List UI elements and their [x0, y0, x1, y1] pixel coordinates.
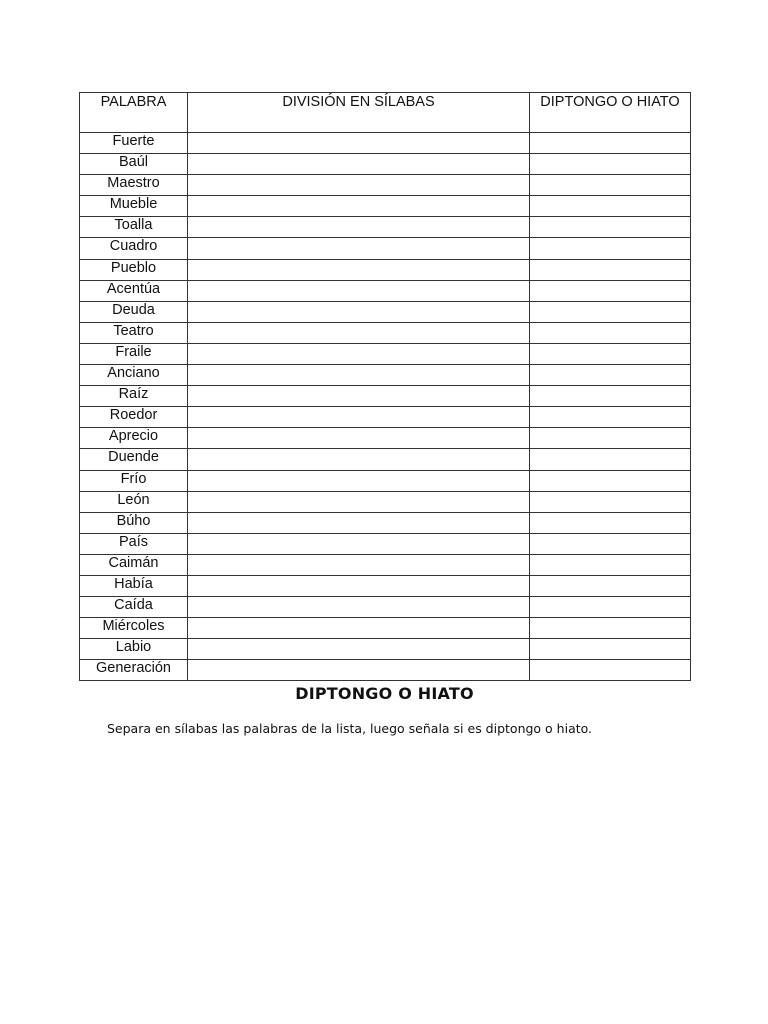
word-cell: País	[80, 533, 188, 554]
table-row	[80, 449, 691, 470]
diptongo-hiato-cell[interactable]	[530, 618, 691, 639]
syllable-division-cell[interactable]	[188, 449, 530, 470]
word-cell: Duende	[80, 449, 188, 470]
page-title: DIPTONGO O HIATO	[295, 684, 474, 703]
word-cell: Roedor	[80, 407, 188, 428]
syllable-division-cell[interactable]	[188, 639, 530, 660]
table-row	[80, 238, 691, 259]
word-cell: Búho	[80, 512, 188, 533]
word-cell: Frío	[80, 470, 188, 491]
word-rows	[80, 133, 691, 681]
worksheet-table	[79, 92, 691, 681]
syllable-division-cell[interactable]	[188, 238, 530, 259]
table-row	[80, 154, 691, 175]
syllable-division-cell[interactable]	[188, 259, 530, 280]
table-row	[80, 322, 691, 343]
syllable-division-cell[interactable]	[188, 133, 530, 154]
word-cell: Cuadro	[80, 238, 188, 259]
table-header-row	[80, 93, 691, 133]
word-cell: Acentúa	[80, 280, 188, 301]
syllable-division-cell[interactable]	[188, 575, 530, 596]
syllable-division-cell[interactable]	[188, 217, 530, 238]
header-division-silabas: DIVISIÓN EN SÍLABAS	[188, 93, 530, 133]
word-cell: Maestro	[80, 175, 188, 196]
table-row	[80, 554, 691, 575]
table-row	[80, 575, 691, 596]
header-palabra: PALABRA	[80, 93, 188, 133]
diptongo-hiato-cell[interactable]	[530, 597, 691, 618]
diptongo-hiato-cell[interactable]	[530, 217, 691, 238]
table-row	[80, 533, 691, 554]
diptongo-hiato-cell[interactable]	[530, 238, 691, 259]
word-cell: Caimán	[80, 554, 188, 575]
table-row	[80, 491, 691, 512]
diptongo-hiato-cell[interactable]	[530, 154, 691, 175]
table-row	[80, 133, 691, 154]
table-row	[80, 343, 691, 364]
header-diptongo-hiato: DIPTONGO O HIATO	[530, 93, 691, 133]
table-row	[80, 407, 691, 428]
diptongo-hiato-cell[interactable]	[530, 407, 691, 428]
syllable-division-cell[interactable]	[188, 322, 530, 343]
syllable-division-cell[interactable]	[188, 618, 530, 639]
table-row	[80, 365, 691, 386]
table-row	[80, 386, 691, 407]
syllable-division-cell[interactable]	[188, 660, 530, 681]
diptongo-hiato-cell[interactable]	[530, 639, 691, 660]
diptongo-hiato-cell[interactable]	[530, 365, 691, 386]
word-cell: Baúl	[80, 154, 188, 175]
word-cell: Había	[80, 575, 188, 596]
syllable-division-cell[interactable]	[188, 533, 530, 554]
diptongo-hiato-cell[interactable]	[530, 470, 691, 491]
diptongo-hiato-cell[interactable]	[530, 533, 691, 554]
table-row	[80, 512, 691, 533]
syllable-division-cell[interactable]	[188, 386, 530, 407]
word-cell: Caída	[80, 597, 188, 618]
word-cell: Labio	[80, 639, 188, 660]
diptongo-hiato-cell[interactable]	[530, 133, 691, 154]
syllable-division-cell[interactable]	[188, 597, 530, 618]
word-cell: Raíz	[80, 386, 188, 407]
syllable-division-cell[interactable]	[188, 365, 530, 386]
word-cell: Aprecio	[80, 428, 188, 449]
diptongo-hiato-cell[interactable]	[530, 280, 691, 301]
syllable-division-cell[interactable]	[188, 301, 530, 322]
syllable-division-cell[interactable]	[188, 407, 530, 428]
syllable-division-cell[interactable]	[188, 491, 530, 512]
table-row	[80, 428, 691, 449]
diptongo-hiato-cell[interactable]	[530, 386, 691, 407]
word-cell: Deuda	[80, 301, 188, 322]
table-row	[80, 280, 691, 301]
diptongo-hiato-cell[interactable]	[530, 554, 691, 575]
table-row	[80, 639, 691, 660]
diptongo-hiato-cell[interactable]	[530, 175, 691, 196]
diptongo-hiato-cell[interactable]	[530, 512, 691, 533]
table-row	[80, 175, 691, 196]
syllable-division-cell[interactable]	[188, 175, 530, 196]
diptongo-hiato-cell[interactable]	[530, 491, 691, 512]
diptongo-hiato-cell[interactable]	[530, 428, 691, 449]
word-cell: Miércoles	[80, 618, 188, 639]
table-row	[80, 618, 691, 639]
table-row	[80, 660, 691, 681]
diptongo-hiato-cell[interactable]	[530, 196, 691, 217]
syllable-division-cell[interactable]	[188, 428, 530, 449]
word-cell: Pueblo	[80, 259, 188, 280]
diptongo-hiato-cell[interactable]	[530, 259, 691, 280]
word-cell: Mueble	[80, 196, 188, 217]
table-row	[80, 196, 691, 217]
diptongo-hiato-cell[interactable]	[530, 575, 691, 596]
table-row	[80, 597, 691, 618]
table-row	[80, 301, 691, 322]
syllable-division-cell[interactable]	[188, 280, 530, 301]
word-cell: León	[80, 491, 188, 512]
word-cell: Fraile	[80, 343, 188, 364]
table-row	[80, 259, 691, 280]
diptongo-hiato-cell[interactable]	[530, 449, 691, 470]
syllable-division-cell[interactable]	[188, 512, 530, 533]
diptongo-hiato-cell[interactable]	[530, 343, 691, 364]
instructions-text: Separa en sílabas las palabras de la lista, luego señala si es diptongo o hiato.	[107, 721, 593, 736]
syllable-division-cell[interactable]	[188, 470, 530, 491]
syllable-division-cell[interactable]	[188, 196, 530, 217]
syllable-division-cell[interactable]	[188, 554, 530, 575]
syllable-division-cell[interactable]	[188, 154, 530, 175]
word-cell: Anciano	[80, 365, 188, 386]
word-cell: Fuerte	[80, 133, 188, 154]
table-row	[80, 217, 691, 238]
syllable-division-cell[interactable]	[188, 343, 530, 364]
diptongo-hiato-cell[interactable]	[530, 660, 691, 681]
diptongo-hiato-cell[interactable]	[530, 322, 691, 343]
word-cell: Toalla	[80, 217, 188, 238]
word-cell: Generación	[80, 660, 188, 681]
word-cell: Teatro	[80, 322, 188, 343]
diptongo-hiato-cell[interactable]	[530, 301, 691, 322]
table-row	[80, 470, 691, 491]
